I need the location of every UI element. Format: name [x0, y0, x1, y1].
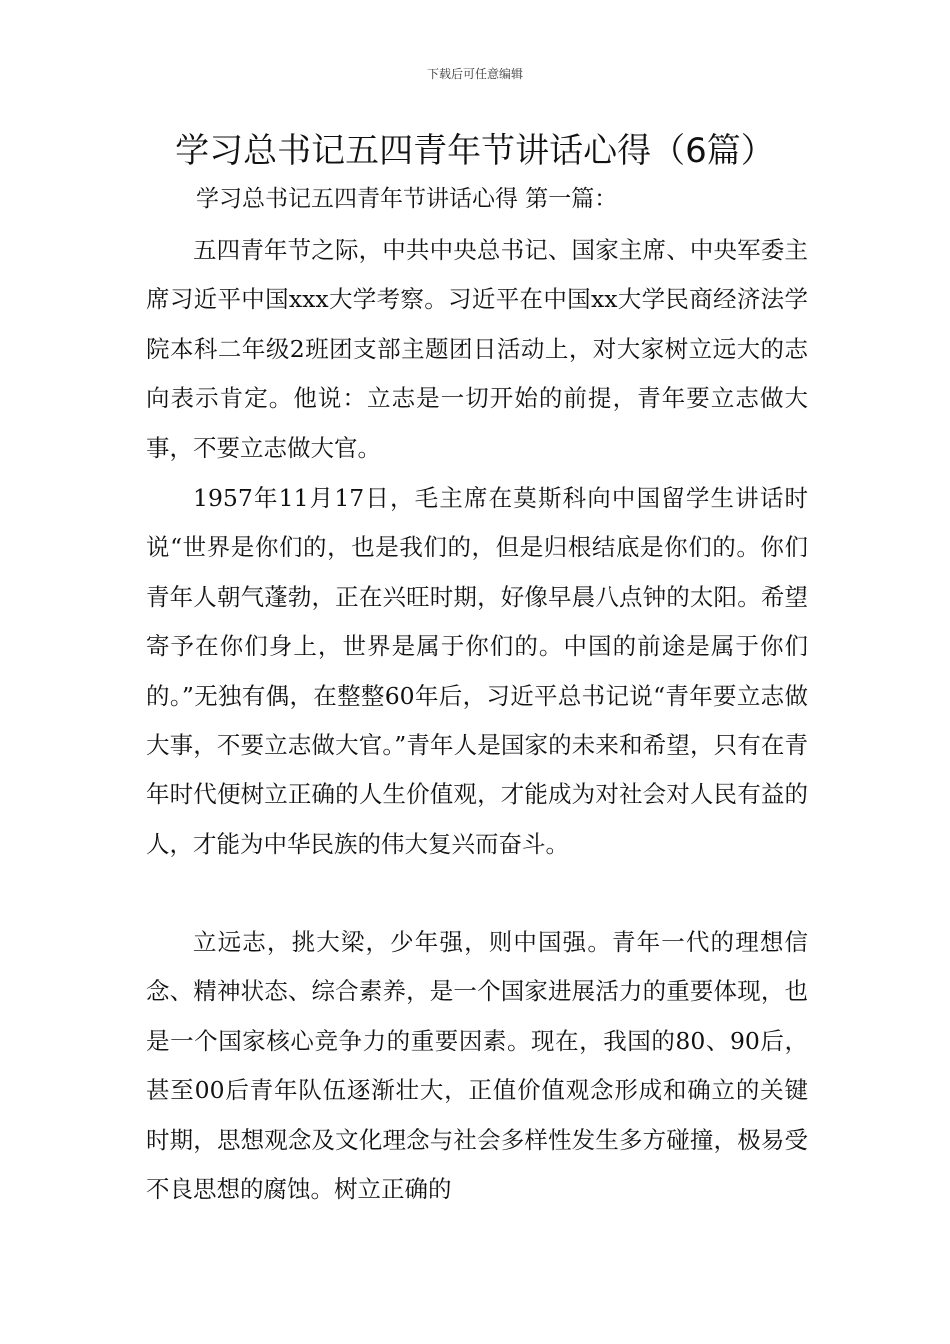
paragraph-3: 立远志，挑大梁，少年强，则中国强。青年一代的理想信念、精神状态、综合素养，是一个国家进展活力的重要体现，也是一个国家核心竞争力的重要因素。现在，我国的80、90后，甚至00后青年队伍逐渐壮大，正值价值观念形成和确立的关键时期，思想观念及文化理念与社会多样性发生多方碰撞，极易受不良思想的腐蚀。树立正确的 — [146, 928, 808, 1204]
header-note: 下载后可任意编辑 — [426, 67, 523, 81]
section-subtitle: 学习总书记五四青年节讲话心得 第一篇： — [196, 186, 618, 212]
paragraph-1: 五四青年节之际，中共中央总书记、国家主席、中央军委主席习近平中国xxx大学考察。习近平在中国xx大学民商经济法学院本科二年级2班团支部主题团日活动上，对大家树立远大的志向表示肯定。他说：立志是一切开始的前提，青年要立志做大事，不要立志做大官。 — [146, 236, 808, 462]
document-title: 学习总书记五四青年节讲话心得（6篇） — [175, 131, 775, 171]
paragraph-2: 1957年11月17日，毛主席在莫斯科向中国留学生讲话时说“世界是你们的，也是我们的，但是归根结底是你们的。你们青年人朝气蓬勃，正在兴旺时期，好像早晨八点钟的太阳。希望寄予在你们身上，世界是属于你们的。中国的前途是属于你们的。”无独有偶，在整整60年后，习近平总书记说“青年要立志做大事，不要立志做大官。”青年人是国家的未来和希望，只有在青年时代便树立正确的人生价值观，才能成为对社会对人民有益的人，才能为中华民族的伟大复兴而奋斗。 — [146, 484, 808, 858]
